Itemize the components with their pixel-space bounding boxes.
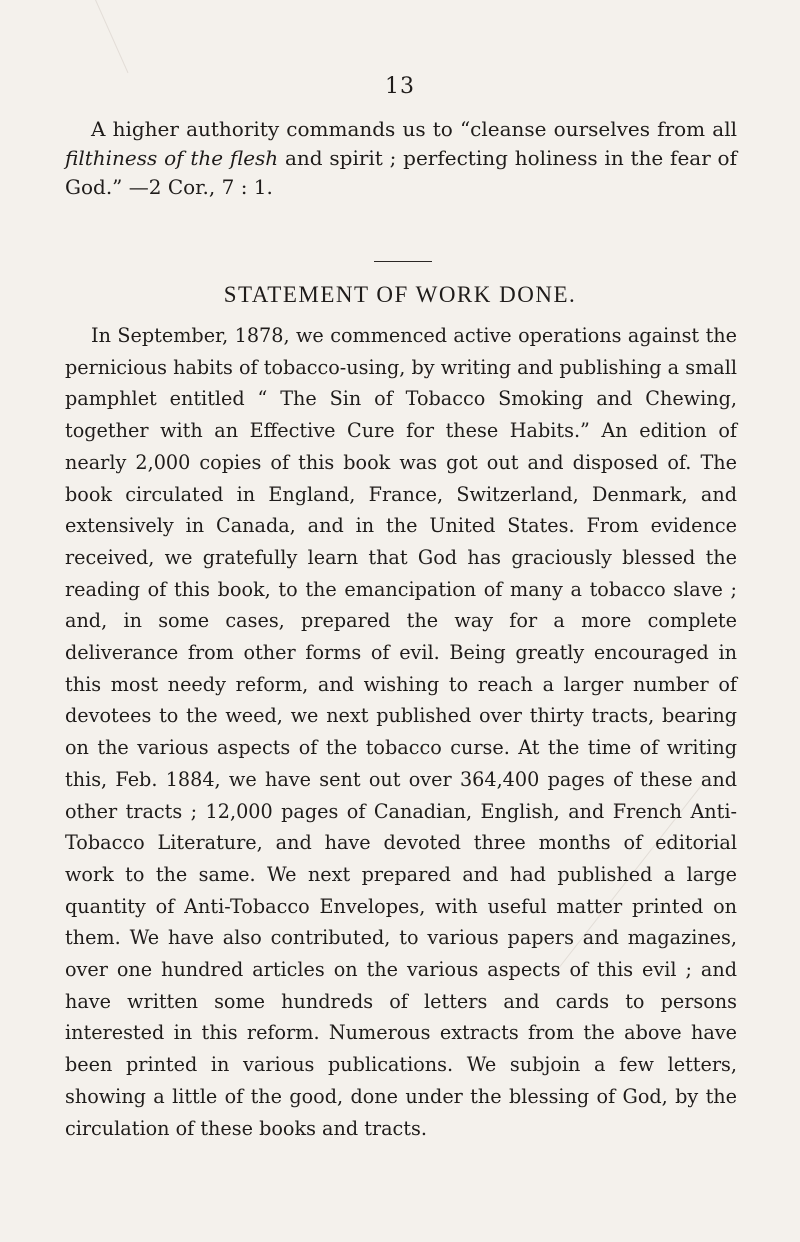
page-number: 13 (385, 74, 415, 99)
epigraph-text-after: and spirit ; perfecting holiness in the fear of God.” —2 Cor., 7 : 1. (65, 146, 737, 199)
epigraph-emphasis: filthiness of the flesh (65, 146, 279, 170)
section-heading: STATEMENT OF WORK DONE. (223, 282, 577, 307)
section-divider (374, 261, 432, 262)
epigraph-text-before: A higher authority commands us to “cleanse ourselves from all (91, 117, 737, 141)
paper-crease-mark (95, 0, 128, 73)
epigraph-paragraph (65, 115, 737, 202)
body-paragraph: In September, 1878, we commenced active operations against the pernicious habits of tobacco-using, by writing and publishing a small pamphlet entitled “ The Sin of Tobacco Smoking and Chewing, together with an Effective Cure for these Habits.” An edition of nearly 2,000 copies of this book was got out and disposed of. The book circulated in England, France, Switzerland, Denmark, and extensively in Canada, and in the United States. From evidence received, we gratefully learn that God has graciously blessed the reading of this book, to the emancipation of many a tobacco slave ; and, in some cases, prepared the way for a more complete deliverance from other forms of evil. Being greatly encouraged in this most needy reform, and wishing to reach a larger number of devotees to the weed, we next published over thirty tracts, bearing on the various aspects of the tobacco curse. At the time of writing this, Feb. 1884, we have sent out over 364,400 pages of these and other tracts ; 12,000 pages of Canadian, English, and French Anti-Tobacco Literature, and have devoted three months of editorial work to the same. We next prepared and had published a large quantity of Anti-Tobacco Envelopes, with useful matter printed on them. We have also contributed, to various papers and magazines, over one hundred articles on the various aspects of this evil ; and have written some hundreds of letters and cards to persons interested in this reform. Numerous extracts from the above have been printed in various publications. We subjoin a few letters, showing a little of the good, done under the blessing of God, by the circulation of these books and tracts. (65, 324, 737, 1140)
